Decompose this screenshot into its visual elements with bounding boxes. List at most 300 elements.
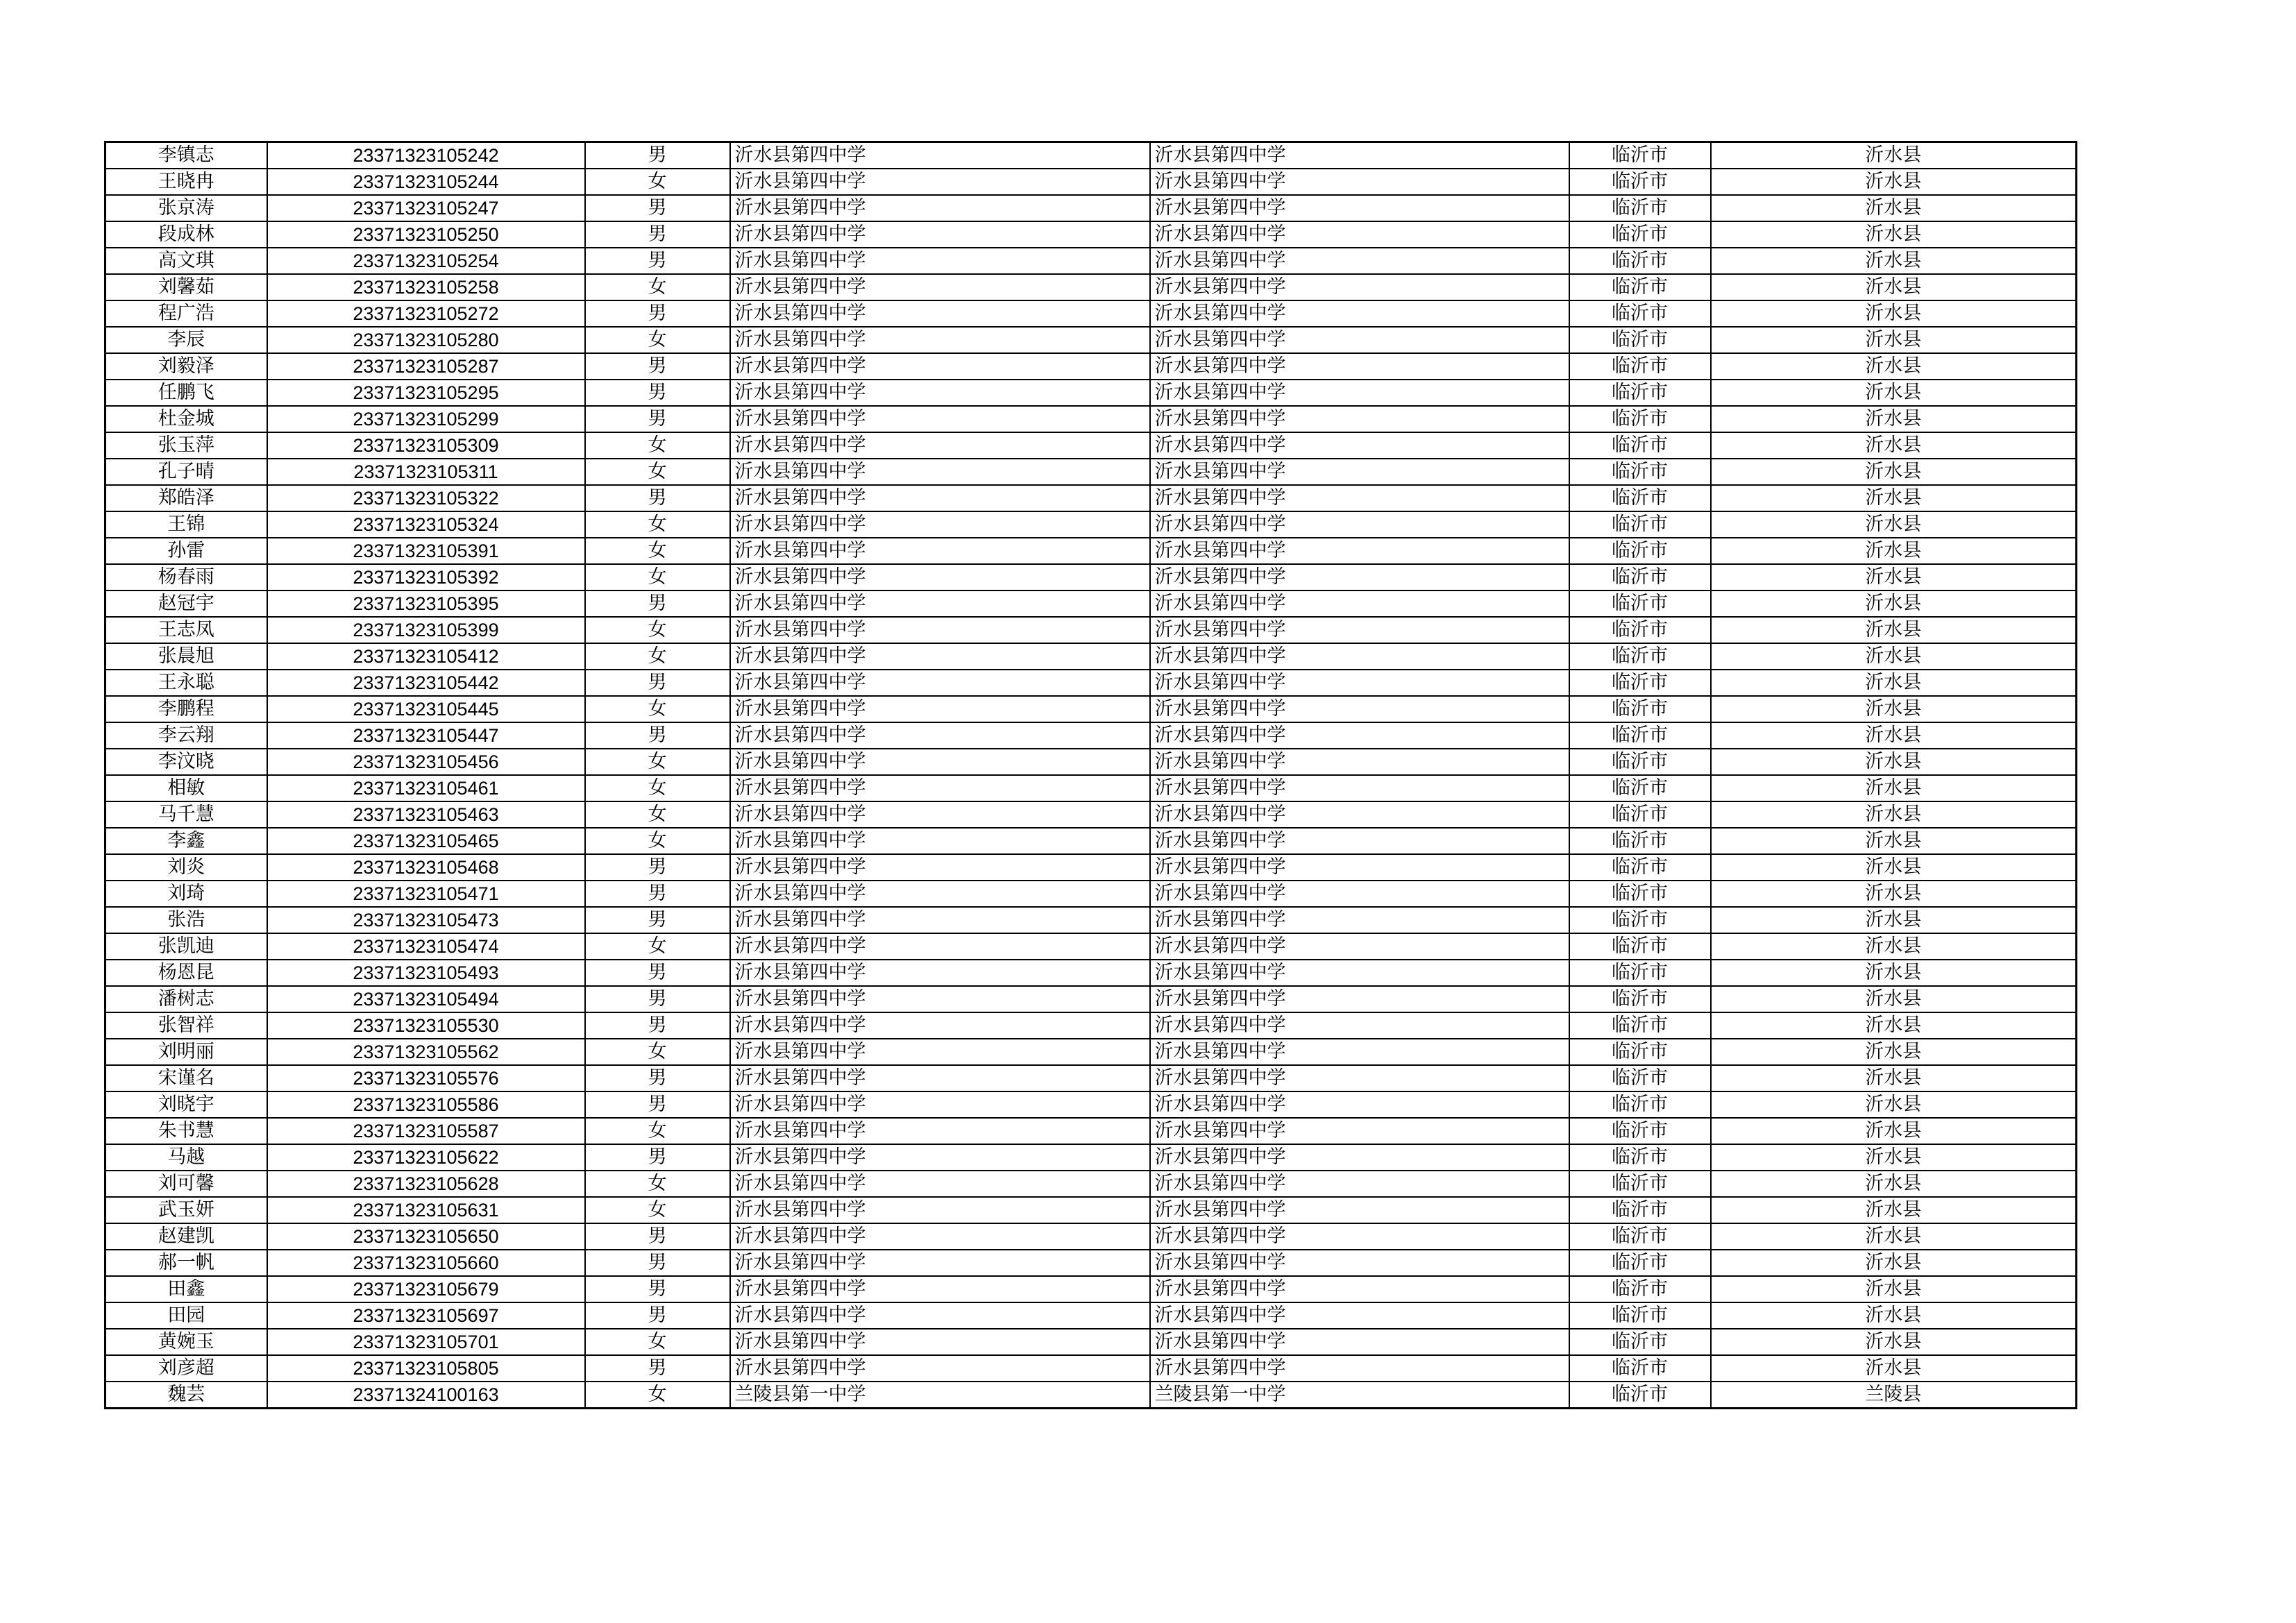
- gender-cell: 男: [585, 722, 730, 749]
- gender-cell: 男: [585, 485, 730, 511]
- county-cell: 沂水县: [1711, 1250, 2077, 1276]
- student-name-cell: 刘可馨: [105, 1171, 267, 1197]
- table-row: [105, 1012, 2077, 1039]
- exam-id-cell: 23371323105562: [267, 1039, 585, 1065]
- table-row: [105, 933, 2077, 960]
- exam-id-cell: 23371323105586: [267, 1091, 585, 1118]
- exam-id-cell: 23371323105258: [267, 274, 585, 300]
- registered-school-cell: 沂水县第四中学: [1150, 1329, 1569, 1355]
- student-name-cell: 魏芸: [105, 1382, 267, 1409]
- student-name-cell: 马越: [105, 1144, 267, 1171]
- registered-school-cell: 兰陵县第一中学: [1150, 1382, 1569, 1409]
- exam-id-cell: 23371323105805: [267, 1355, 585, 1382]
- city-cell: 临沂市: [1569, 881, 1711, 907]
- registered-school-cell: 沂水县第四中学: [1150, 590, 1569, 617]
- city-cell: 临沂市: [1569, 511, 1711, 538]
- school-cell: 沂水县第四中学: [730, 195, 1150, 221]
- exam-id-cell: 23371323105622: [267, 1144, 585, 1171]
- gender-cell: 女: [585, 643, 730, 670]
- city-cell: 临沂市: [1569, 1065, 1711, 1091]
- registered-school-cell: 沂水县第四中学: [1150, 1250, 1569, 1276]
- school-cell: 沂水县第四中学: [730, 828, 1150, 854]
- table-row: [105, 722, 2077, 749]
- roster-table: [104, 141, 2077, 1409]
- exam-id-cell: 23371323105272: [267, 300, 585, 327]
- gender-cell: 女: [585, 564, 730, 590]
- gender-cell: 男: [585, 300, 730, 327]
- table-row: [105, 696, 2077, 722]
- exam-id-cell: 23371323105576: [267, 1065, 585, 1091]
- gender-cell: 女: [585, 775, 730, 801]
- school-cell: 兰陵县第一中学: [730, 1382, 1150, 1409]
- exam-id-cell: 23371323105697: [267, 1302, 585, 1329]
- student-name-cell: 刘琦: [105, 881, 267, 907]
- student-name-cell: 武玉妍: [105, 1197, 267, 1223]
- exam-id-cell: 23371323105391: [267, 538, 585, 564]
- exam-id-cell: 23371323105287: [267, 353, 585, 380]
- school-cell: 沂水县第四中学: [730, 169, 1150, 195]
- registered-school-cell: 沂水县第四中学: [1150, 195, 1569, 221]
- registered-school-cell: 沂水县第四中学: [1150, 1276, 1569, 1302]
- school-cell: 沂水县第四中学: [730, 696, 1150, 722]
- student-name-cell: 刘炎: [105, 854, 267, 881]
- student-name-cell: 张玉萍: [105, 432, 267, 459]
- exam-id-cell: 23371323105322: [267, 485, 585, 511]
- gender-cell: 男: [585, 1012, 730, 1039]
- gender-cell: 女: [585, 1329, 730, 1355]
- registered-school-cell: 沂水县第四中学: [1150, 696, 1569, 722]
- table-row: [105, 775, 2077, 801]
- school-cell: 沂水县第四中学: [730, 248, 1150, 274]
- registered-school-cell: 沂水县第四中学: [1150, 300, 1569, 327]
- school-cell: 沂水县第四中学: [730, 1197, 1150, 1223]
- table-row: [105, 590, 2077, 617]
- county-cell: 沂水县: [1711, 1223, 2077, 1250]
- city-cell: 临沂市: [1569, 670, 1711, 696]
- registered-school-cell: 沂水县第四中学: [1150, 881, 1569, 907]
- city-cell: 临沂市: [1569, 722, 1711, 749]
- registered-school-cell: 沂水县第四中学: [1150, 380, 1569, 406]
- county-cell: 沂水县: [1711, 432, 2077, 459]
- table-row: [105, 459, 2077, 485]
- student-name-cell: 张京涛: [105, 195, 267, 221]
- gender-cell: 女: [585, 459, 730, 485]
- table-row: [105, 406, 2077, 432]
- student-name-cell: 段成林: [105, 221, 267, 248]
- gender-cell: 男: [585, 1223, 730, 1250]
- school-cell: 沂水县第四中学: [730, 933, 1150, 960]
- exam-id-cell: 23371323105474: [267, 933, 585, 960]
- county-cell: 沂水县: [1711, 775, 2077, 801]
- school-cell: 沂水县第四中学: [730, 221, 1150, 248]
- exam-id-cell: 23371323105324: [267, 511, 585, 538]
- table-row: [105, 380, 2077, 406]
- gender-cell: 男: [585, 854, 730, 881]
- gender-cell: 男: [585, 1144, 730, 1171]
- school-cell: 沂水县第四中学: [730, 511, 1150, 538]
- county-cell: 沂水县: [1711, 380, 2077, 406]
- school-cell: 沂水县第四中学: [730, 1329, 1150, 1355]
- student-name-cell: 相敏: [105, 775, 267, 801]
- school-cell: 沂水县第四中学: [730, 960, 1150, 986]
- student-name-cell: 李云翔: [105, 722, 267, 749]
- gender-cell: 男: [585, 1276, 730, 1302]
- gender-cell: 女: [585, 327, 730, 353]
- gender-cell: 男: [585, 1065, 730, 1091]
- city-cell: 临沂市: [1569, 406, 1711, 432]
- gender-cell: 男: [585, 960, 730, 986]
- school-cell: 沂水县第四中学: [730, 274, 1150, 300]
- gender-cell: 女: [585, 1171, 730, 1197]
- gender-cell: 女: [585, 696, 730, 722]
- gender-cell: 男: [585, 986, 730, 1012]
- city-cell: 临沂市: [1569, 1197, 1711, 1223]
- student-name-cell: 刘彦超: [105, 1355, 267, 1382]
- student-name-cell: 郑皓泽: [105, 485, 267, 511]
- gender-cell: 男: [585, 195, 730, 221]
- school-cell: 沂水县第四中学: [730, 801, 1150, 828]
- student-name-cell: 李鹏程: [105, 696, 267, 722]
- county-cell: 沂水县: [1711, 670, 2077, 696]
- table-row: [105, 485, 2077, 511]
- student-name-cell: 赵冠宇: [105, 590, 267, 617]
- table-row: [105, 1065, 2077, 1091]
- exam-id-cell: 23371323105309: [267, 432, 585, 459]
- school-cell: 沂水县第四中学: [730, 1302, 1150, 1329]
- roster-table-body: [105, 142, 2077, 1409]
- exam-id-cell: 23371323105494: [267, 986, 585, 1012]
- county-cell: 沂水县: [1711, 1329, 2077, 1355]
- registered-school-cell: 沂水县第四中学: [1150, 749, 1569, 775]
- table-row: [105, 828, 2077, 854]
- student-name-cell: 李镇志: [105, 142, 267, 169]
- city-cell: 临沂市: [1569, 564, 1711, 590]
- city-cell: 临沂市: [1569, 169, 1711, 195]
- student-name-cell: 郝一帆: [105, 1250, 267, 1276]
- school-cell: 沂水县第四中学: [730, 907, 1150, 933]
- city-cell: 临沂市: [1569, 801, 1711, 828]
- student-name-cell: 李汶晓: [105, 749, 267, 775]
- gender-cell: 男: [585, 1355, 730, 1382]
- county-cell: 沂水县: [1711, 696, 2077, 722]
- registered-school-cell: 沂水县第四中学: [1150, 775, 1569, 801]
- school-cell: 沂水县第四中学: [730, 722, 1150, 749]
- county-cell: 沂水县: [1711, 1144, 2077, 1171]
- county-cell: 沂水县: [1711, 485, 2077, 511]
- student-name-cell: 刘明丽: [105, 1039, 267, 1065]
- school-cell: 沂水县第四中学: [730, 1039, 1150, 1065]
- school-cell: 沂水县第四中学: [730, 380, 1150, 406]
- registered-school-cell: 沂水县第四中学: [1150, 1065, 1569, 1091]
- city-cell: 临沂市: [1569, 248, 1711, 274]
- registered-school-cell: 沂水县第四中学: [1150, 169, 1569, 195]
- student-name-cell: 王锦: [105, 511, 267, 538]
- county-cell: 沂水县: [1711, 459, 2077, 485]
- gender-cell: 女: [585, 828, 730, 854]
- city-cell: 临沂市: [1569, 749, 1711, 775]
- exam-id-cell: 23371323105631: [267, 1197, 585, 1223]
- exam-id-cell: 23371323105280: [267, 327, 585, 353]
- table-row: [105, 274, 2077, 300]
- county-cell: 沂水县: [1711, 986, 2077, 1012]
- student-name-cell: 杨春雨: [105, 564, 267, 590]
- student-name-cell: 田园: [105, 1302, 267, 1329]
- student-name-cell: 张智祥: [105, 1012, 267, 1039]
- city-cell: 临沂市: [1569, 432, 1711, 459]
- exam-id-cell: 23371323105456: [267, 749, 585, 775]
- student-name-cell: 赵建凯: [105, 1223, 267, 1250]
- gender-cell: 男: [585, 1250, 730, 1276]
- registered-school-cell: 沂水县第四中学: [1150, 406, 1569, 432]
- school-cell: 沂水县第四中学: [730, 1171, 1150, 1197]
- city-cell: 临沂市: [1569, 1039, 1711, 1065]
- county-cell: 沂水县: [1711, 643, 2077, 670]
- city-cell: 临沂市: [1569, 195, 1711, 221]
- exam-id-cell: 23371323105242: [267, 142, 585, 169]
- registered-school-cell: 沂水县第四中学: [1150, 617, 1569, 643]
- county-cell: 沂水县: [1711, 1039, 2077, 1065]
- city-cell: 临沂市: [1569, 327, 1711, 353]
- registered-school-cell: 沂水县第四中学: [1150, 248, 1569, 274]
- county-cell: 沂水县: [1711, 1091, 2077, 1118]
- gender-cell: 女: [585, 749, 730, 775]
- gender-cell: 男: [585, 248, 730, 274]
- exam-id-cell: 23371323105399: [267, 617, 585, 643]
- city-cell: 临沂市: [1569, 1144, 1711, 1171]
- exam-id-cell: 23371323105468: [267, 854, 585, 881]
- student-name-cell: 马千慧: [105, 801, 267, 828]
- county-cell: 沂水县: [1711, 300, 2077, 327]
- table-row: [105, 1091, 2077, 1118]
- exam-id-cell: 23371323105530: [267, 1012, 585, 1039]
- city-cell: 临沂市: [1569, 221, 1711, 248]
- gender-cell: 男: [585, 221, 730, 248]
- student-name-cell: 杜金城: [105, 406, 267, 432]
- school-cell: 沂水县第四中学: [730, 1250, 1150, 1276]
- exam-id-cell: 23371323105465: [267, 828, 585, 854]
- student-name-cell: 黄婉玉: [105, 1329, 267, 1355]
- exam-id-cell: 23371323105250: [267, 221, 585, 248]
- county-cell: 沂水县: [1711, 828, 2077, 854]
- school-cell: 沂水县第四中学: [730, 353, 1150, 380]
- school-cell: 沂水县第四中学: [730, 406, 1150, 432]
- exam-id-cell: 23371323105295: [267, 380, 585, 406]
- county-cell: 沂水县: [1711, 907, 2077, 933]
- student-name-cell: 任鹏飞: [105, 380, 267, 406]
- exam-id-cell: 23371323105650: [267, 1223, 585, 1250]
- city-cell: 临沂市: [1569, 142, 1711, 169]
- registered-school-cell: 沂水县第四中学: [1150, 1039, 1569, 1065]
- table-row: [105, 907, 2077, 933]
- city-cell: 临沂市: [1569, 933, 1711, 960]
- student-name-cell: 张浩: [105, 907, 267, 933]
- city-cell: 临沂市: [1569, 986, 1711, 1012]
- county-cell: 沂水县: [1711, 960, 2077, 986]
- county-cell: 沂水县: [1711, 617, 2077, 643]
- table-row: [105, 1355, 2077, 1382]
- county-cell: 沂水县: [1711, 248, 2077, 274]
- school-cell: 沂水县第四中学: [730, 643, 1150, 670]
- exam-id-cell: 23371323105493: [267, 960, 585, 986]
- student-name-cell: 高文琪: [105, 248, 267, 274]
- registered-school-cell: 沂水县第四中学: [1150, 459, 1569, 485]
- registered-school-cell: 沂水县第四中学: [1150, 485, 1569, 511]
- registered-school-cell: 沂水县第四中学: [1150, 1012, 1569, 1039]
- county-cell: 沂水县: [1711, 221, 2077, 248]
- exam-id-cell: 23371323105587: [267, 1118, 585, 1144]
- table-row: [105, 643, 2077, 670]
- county-cell: 沂水县: [1711, 933, 2077, 960]
- city-cell: 临沂市: [1569, 828, 1711, 854]
- exam-id-cell: 23371323105471: [267, 881, 585, 907]
- city-cell: 临沂市: [1569, 300, 1711, 327]
- registered-school-cell: 沂水县第四中学: [1150, 960, 1569, 986]
- exam-id-cell: 23371323105412: [267, 643, 585, 670]
- table-row: [105, 1118, 2077, 1144]
- city-cell: 临沂市: [1569, 538, 1711, 564]
- registered-school-cell: 沂水县第四中学: [1150, 1144, 1569, 1171]
- gender-cell: 女: [585, 801, 730, 828]
- table-row: [105, 221, 2077, 248]
- gender-cell: 男: [585, 907, 730, 933]
- student-name-cell: 王永聪: [105, 670, 267, 696]
- city-cell: 临沂市: [1569, 854, 1711, 881]
- exam-id-cell: 23371323105461: [267, 775, 585, 801]
- county-cell: 沂水县: [1711, 274, 2077, 300]
- registered-school-cell: 沂水县第四中学: [1150, 801, 1569, 828]
- registered-school-cell: 沂水县第四中学: [1150, 432, 1569, 459]
- table-row: [105, 1039, 2077, 1065]
- gender-cell: 男: [585, 670, 730, 696]
- table-row: [105, 1276, 2077, 1302]
- registered-school-cell: 沂水县第四中学: [1150, 722, 1569, 749]
- city-cell: 临沂市: [1569, 960, 1711, 986]
- gender-cell: 男: [585, 881, 730, 907]
- registered-school-cell: 沂水县第四中学: [1150, 907, 1569, 933]
- city-cell: 临沂市: [1569, 380, 1711, 406]
- registered-school-cell: 沂水县第四中学: [1150, 1091, 1569, 1118]
- city-cell: 临沂市: [1569, 1118, 1711, 1144]
- school-cell: 沂水县第四中学: [730, 854, 1150, 881]
- city-cell: 临沂市: [1569, 1276, 1711, 1302]
- county-cell: 沂水县: [1711, 854, 2077, 881]
- city-cell: 临沂市: [1569, 485, 1711, 511]
- table-row: [105, 1329, 2077, 1355]
- student-name-cell: 朱书慧: [105, 1118, 267, 1144]
- gender-cell: 男: [585, 142, 730, 169]
- registered-school-cell: 沂水县第四中学: [1150, 564, 1569, 590]
- student-name-cell: 孔子晴: [105, 459, 267, 485]
- table-row: [105, 142, 2077, 169]
- city-cell: 临沂市: [1569, 617, 1711, 643]
- city-cell: 临沂市: [1569, 459, 1711, 485]
- school-cell: 沂水县第四中学: [730, 617, 1150, 643]
- gender-cell: 女: [585, 511, 730, 538]
- table-row: [105, 1144, 2077, 1171]
- registered-school-cell: 沂水县第四中学: [1150, 670, 1569, 696]
- exam-id-cell: 23371323105660: [267, 1250, 585, 1276]
- registered-school-cell: 沂水县第四中学: [1150, 1223, 1569, 1250]
- school-cell: 沂水县第四中学: [730, 142, 1150, 169]
- gender-cell: 男: [585, 1302, 730, 1329]
- school-cell: 沂水县第四中学: [730, 1065, 1150, 1091]
- city-cell: 临沂市: [1569, 907, 1711, 933]
- school-cell: 沂水县第四中学: [730, 1091, 1150, 1118]
- exam-id-cell: 23371323105395: [267, 590, 585, 617]
- county-cell: 沂水县: [1711, 1355, 2077, 1382]
- registered-school-cell: 沂水县第四中学: [1150, 142, 1569, 169]
- table-row: [105, 432, 2077, 459]
- gender-cell: 女: [585, 538, 730, 564]
- city-cell: 临沂市: [1569, 590, 1711, 617]
- county-cell: 沂水县: [1711, 722, 2077, 749]
- table-row: [105, 881, 2077, 907]
- student-name-cell: 张凯迪: [105, 933, 267, 960]
- gender-cell: 男: [585, 353, 730, 380]
- table-row: [105, 169, 2077, 195]
- exam-id-cell: 23371323105311: [267, 459, 585, 485]
- exam-id-cell: 23371323105299: [267, 406, 585, 432]
- school-cell: 沂水县第四中学: [730, 538, 1150, 564]
- school-cell: 沂水县第四中学: [730, 432, 1150, 459]
- city-cell: 临沂市: [1569, 274, 1711, 300]
- school-cell: 沂水县第四中学: [730, 986, 1150, 1012]
- school-cell: 沂水县第四中学: [730, 1012, 1150, 1039]
- gender-cell: 男: [585, 1091, 730, 1118]
- student-name-cell: 李辰: [105, 327, 267, 353]
- registered-school-cell: 沂水县第四中学: [1150, 353, 1569, 380]
- student-name-cell: 刘晓宇: [105, 1091, 267, 1118]
- gender-cell: 男: [585, 380, 730, 406]
- county-cell: 沂水县: [1711, 749, 2077, 775]
- school-cell: 沂水县第四中学: [730, 327, 1150, 353]
- county-cell: 沂水县: [1711, 1065, 2077, 1091]
- gender-cell: 女: [585, 274, 730, 300]
- table-row: [105, 960, 2077, 986]
- exam-id-cell: 23371323105445: [267, 696, 585, 722]
- school-cell: 沂水县第四中学: [730, 300, 1150, 327]
- table-row: [105, 327, 2077, 353]
- registered-school-cell: 沂水县第四中学: [1150, 933, 1569, 960]
- exam-id-cell: 23371323105679: [267, 1276, 585, 1302]
- city-cell: 临沂市: [1569, 1171, 1711, 1197]
- table-row: [105, 670, 2077, 696]
- city-cell: 临沂市: [1569, 696, 1711, 722]
- exam-id-cell: 23371323105463: [267, 801, 585, 828]
- registered-school-cell: 沂水县第四中学: [1150, 221, 1569, 248]
- registered-school-cell: 沂水县第四中学: [1150, 327, 1569, 353]
- student-name-cell: 刘馨茹: [105, 274, 267, 300]
- county-cell: 沂水县: [1711, 1012, 2077, 1039]
- school-cell: 沂水县第四中学: [730, 590, 1150, 617]
- school-cell: 沂水县第四中学: [730, 1276, 1150, 1302]
- county-cell: 沂水县: [1711, 590, 2077, 617]
- table-row: [105, 538, 2077, 564]
- gender-cell: 女: [585, 933, 730, 960]
- student-name-cell: 程广浩: [105, 300, 267, 327]
- table-row: [105, 1382, 2077, 1409]
- exam-id-cell: 23371323105392: [267, 564, 585, 590]
- table-row: [105, 854, 2077, 881]
- city-cell: 临沂市: [1569, 353, 1711, 380]
- student-name-cell: 李鑫: [105, 828, 267, 854]
- student-name-cell: 张晨旭: [105, 643, 267, 670]
- city-cell: 临沂市: [1569, 1012, 1711, 1039]
- exam-id-cell: 23371323105701: [267, 1329, 585, 1355]
- county-cell: 沂水县: [1711, 801, 2077, 828]
- student-name-cell: 潘树志: [105, 986, 267, 1012]
- registered-school-cell: 沂水县第四中学: [1150, 986, 1569, 1012]
